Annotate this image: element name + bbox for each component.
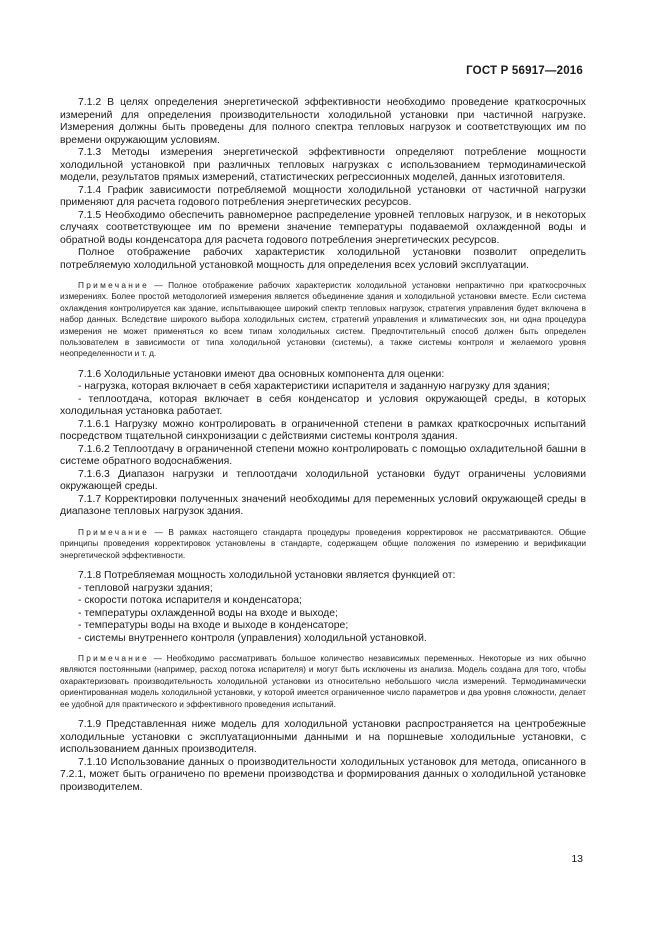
page-number: 13 [571,853,583,865]
paragraph-7-1-3: 7.1.3 Методы измерения энергетической эффективности определяют потребление мощности холодильной установкой при различных тепловых нагрузках с использованием термодинамической модели, результатов прямых измерений, статистических регрессионных моделей, данных изготовителя. [60,147,586,183]
note-3 [60,653,586,710]
note-1 [60,280,586,360]
list-item: - скорости потока испарителя и конденсатора; [78,595,302,607]
note-text: — Необходимо рассматривать большое количество независимых переменных. Некоторые из них обычно являются постоянными (например, расход потока испарителя) и могут быть исключены из анализа. Модель создана для того, чтобы охарактеризовать производительность холодильной установки из относительно небольшого числа измерений. Термодинамически ориентированная модель холодильной установки, у которой имеется ограниченное число параметров и два уровня сложности, делает ее удобной для практического и эффективного проведения испытаний. [60,653,586,709]
document-header: ГОСТ Р 56917—2016 [466,65,583,77]
paragraph-7-1-6-1: 7.1.6.1 Нагрузку можно контролировать в ограниченной степени в рамках краткосрочных испытаний посредством тщательной синхронизации с действиями системы контроля здания. [60,418,586,443]
list-item: - тепловой нагрузки здания; [78,582,213,594]
note-label: Примечание [78,526,150,537]
note-label: Примечание [78,280,150,290]
paragraph-7-1-6: 7.1.6 Холодильные установки имеют два основных компонента для оценки: [78,368,445,380]
list-item: - нагрузка, которая включает в себя характеристики испарителя и заданную нагрузку для здания; [78,381,550,393]
paragraph-7-1-4: 7.1.4 График зависимости потребляемой мощности холодильной установки от частичной нагрузки применяют для расчета годового потребления энергетических ресурсов. [60,184,586,208]
paragraph-7-1-5: 7.1.5 Необходимо обеспечить равномерное распределение уровней тепловых нагрузок, и в некоторых случаях соответствующее им по времени значение температуры подаваемой охлажденной воды и обратной воды конденсатора для расчета годового потребления энергетических ресурсов. [60,209,586,246]
list-item: - температуры охлажденной воды на входе и выходе; [78,607,338,619]
paragraph-full-display: Полное отображение рабочих характеристик холодильной установки позволит определить потребляемую холодильной установкой мощность для определения всех условий эксплуатации. [60,247,586,271]
paragraph-7-1-9: 7.1.9 Представленная ниже модель для холодильной установки распространяется на центробежные холодильные установки с эксплуатационными данными и на поршневые холодильные установки, с использованием данных производителя. [60,719,586,756]
list-item: - системы внутреннего контроля (управления) холодильной установкой. [78,632,427,644]
paragraph-7-1-6-2: 7.1.6.2 Теплоотдачу в ограниченной степени можно контролировать с помощью охладительной башни в системе обратного водоснабжения. [60,443,586,468]
paragraph-7-1-2: 7.1.2 В целях определения энергетической эффективности необходимо проведение краткосрочных измерений для определения производительности холодильной установки при частичной нагрузке. Измерения должны быть проведены для полного спектра тепловых нагрузок и соответствующих им по времени окружающим условиям. [60,97,586,146]
paragraph-7-1-6-3: 7.1.6.3 Диапазон нагрузки и теплоотдачи холодильной установки будут ограничены условиями окружающей среды. [60,468,586,493]
document-body [60,97,586,794]
paragraph-7-1-8: 7.1.8 Потребляемая мощность холодильной установки является функцией от: [78,570,456,582]
paragraph-7-1-10: 7.1.10 Использование данных о производительности холодильных установок для метода, описанного в 7.2.1, может быть ограничено по времени производства и формирования данных о холодильной установке производителем. [60,756,586,793]
list-item: - теплоотдача, которая включает в себя конденсатор и условия окружающей среды, в которых холодильная установка работает. [60,393,586,418]
note-text: — Полное отображение рабочих характеристик холодильной установки непрактично при краткосрочных измерениях. Более простой методологией измерения является объединение здания и холодильной установки вместе. Если система охлаждения контролируется как здание, испытывающее широкий спектр тепловых нагрузок, стратегия управления будет включена в набор данных. Вследствие широкого выбора холодильных систем, стратегий управления и климатических зон, ни одна процедура измерения не может применяться ко всем типам холодильных систем. Предпочтительный способ должен быть определен пользователем в зависимости от типа холодильной установки (системы), а также системы контроля и желаемого уровня неопределенности и т. д. [60,280,586,359]
paragraph-7-1-7: 7.1.7 Корректировки полученных значений необходимы для переменных условий окружающей среды в диапазоне тепловых нагрузок здания. [60,493,586,518]
note-label: Примечание [78,653,150,664]
note-text: — В рамках настоящего стандарта процедуры проведения корректировок не рассматриваются. Общие принципы проведения корректировок установлены в стандарте, содержащем общие положения по измерению и верификации энергетической эффективности. [60,526,586,560]
note-2 [60,527,586,561]
list-item: - температуры воды на входе и выходе в конденсаторе; [78,620,349,632]
